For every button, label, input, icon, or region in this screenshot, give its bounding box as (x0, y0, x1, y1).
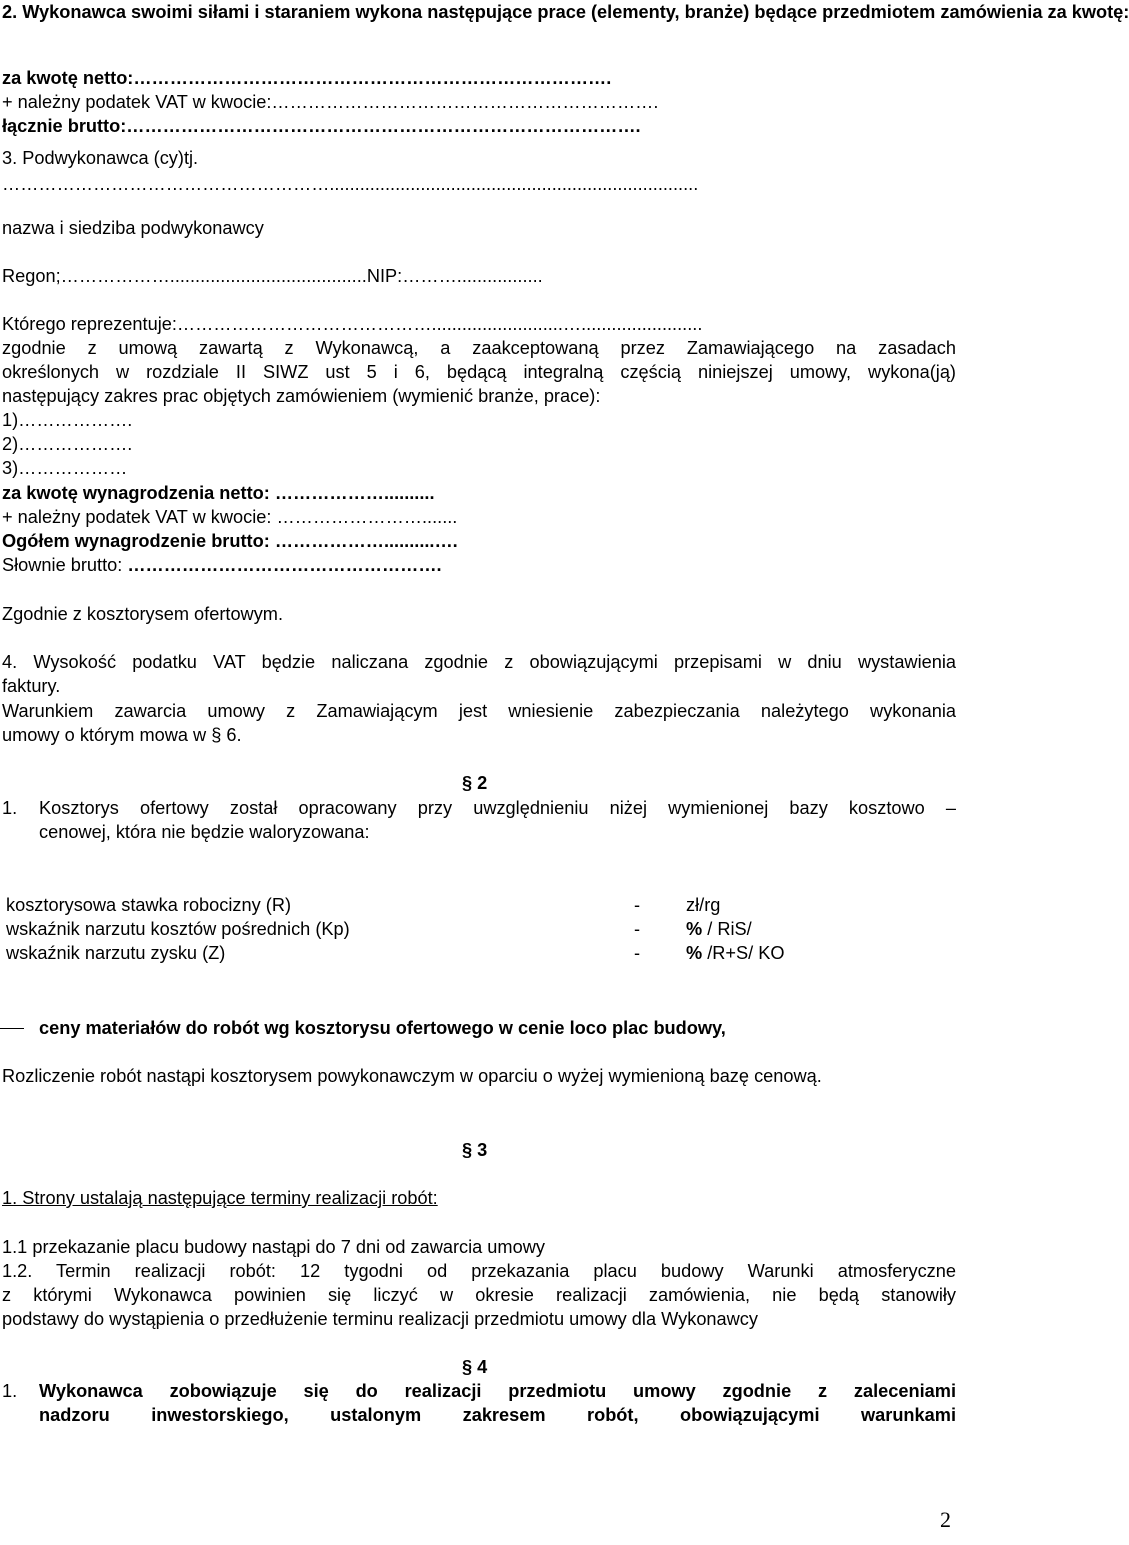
in-words-dots: ……………………………………………. (127, 555, 442, 575)
paragraph-3-point-1-2-line-2: z którymi Wykonawca powinien się liczyć w okresie realizacji zamówienia, nie będą stanowiły (2, 1285, 956, 1305)
paragraph-3-title: 1. Strony ustalają następujące terminy realizacji robót: (2, 1188, 438, 1208)
page-number: 2 (940, 1507, 951, 1532)
paragraph-3-point-1-2-line-1: 1.2. Termin realizacji robót: 12 tygodni od przekazania placu budowy Warunki atmosferyczne (2, 1261, 956, 1281)
rate-name: wskaźnik narzutu zysku (Z) (6, 943, 226, 963)
remuneration-gross-dots: ………………..........…. (274, 531, 458, 551)
paragraph-4-point-number: 1. (2, 1381, 18, 1401)
rate-unit: % /R+S/ KO (686, 943, 785, 963)
subcontractor-caption: nazwa i siedziba podwykonawcy (2, 218, 264, 238)
remuneration-net-label: za kwotę wynagrodzenia netto: (2, 483, 275, 503)
bullet-dash (0, 1028, 24, 1029)
remuneration-gross-line (2, 529, 458, 553)
remuneration-gross-label: Ogółem wynagrodzenie brutto: (2, 531, 275, 551)
remuneration-vat-dots: ……………………....... (276, 507, 458, 527)
rate-separator: - (634, 919, 641, 939)
rate-name: kosztorysowa stawka robocizny (R) (6, 895, 292, 915)
remuneration-vat-line (2, 505, 457, 529)
in-words-line (2, 553, 442, 577)
remuneration-vat-label: + należny podatek VAT w kwocie: (2, 507, 277, 527)
intro-heading: 2. Wykonawca swoimi siłami i staraniem wykona następujące prace (elementy, branże) będące przedmiotem zamówienia za kwotę: (2, 2, 1129, 22)
paragraph-3-point-1-1: 1.1 przekazanie placu budowy nastąpi do 7 dni od zawarcia umowy (2, 1237, 545, 1257)
rate-unit: % / RiS/ (686, 919, 752, 939)
settlement-line: Rozliczenie robót nastąpi kosztorysem powykonawczym w oparciu o wyżej wymienioną bazę cenową. (2, 1066, 822, 1086)
remuneration-net-line (2, 481, 435, 505)
paragraph-2-heading: § 2 (462, 773, 488, 793)
paragraph-3-point-1-2-line-3: podstawy do wystąpienia o przedłużenie terminu realizacji przedmiotu umowy dla Wykonawcy (2, 1309, 758, 1329)
agreement-line-2: określonych w rozdziale II SIWZ ust 5 i 6, będącą integralną częścią niniejszej umowy, wykona(ją) (2, 362, 956, 382)
paragraph-4-heading: § 4 (462, 1357, 488, 1377)
paragraph-2-text-2: cenowej, która nie będzie waloryzowana: (39, 822, 370, 842)
vat-amount-line: + należny podatek VAT w kwocie:………………………………………………………. (2, 92, 659, 112)
estimate-line: Zgodnie z kosztorysem ofertowym. (2, 604, 283, 624)
remuneration-net-dots: ……………….......... (274, 483, 435, 503)
paragraph-2-point-number: 1. (2, 798, 18, 818)
rate-separator: - (634, 895, 641, 915)
paragraph-2-text-1: Kosztorys ofertowy został opracowany przy uwzględnieniu niżej wymienionej bazy kosztowo – (39, 798, 956, 818)
security-line-2: umowy o którym mowa w § 6. (2, 725, 242, 745)
paragraph-4-text-2: nadzoru inwestorskiego, ustalonym zakresem robót, obowiązującymi warunkami (39, 1405, 956, 1425)
net-amount-line: za kwotę netto:……………………………………………………………………. (2, 68, 612, 88)
scope-item-1: 1)………………. (2, 410, 133, 430)
vat-rate-line-2: faktury. (2, 676, 61, 696)
gross-amount-line: łącznie brutto:…………………………………………………………………………. (2, 116, 641, 136)
paragraph-3-heading: § 3 (462, 1140, 488, 1160)
paragraph-4-text-1: Wykonawca zobowiązuje się do realizacji przedmiotu umowy zgodnie z zaleceniami (39, 1381, 956, 1401)
security-line-1: Warunkiem zawarcia umowy z Zamawiającym jest wniesienie zabezpieczania należytego wykonania (2, 701, 956, 721)
rate-unit: zł/rg (686, 895, 721, 915)
subcontractor-dots: ………………………………………………......................................................................... (2, 174, 699, 194)
subcontractor-line: 3. Podwykonawca (cy)tj. (2, 148, 199, 168)
scope-item-3: 3)……………… (2, 458, 128, 478)
representative-line: Którego reprezentuje:……………………………………..........................…........................ (2, 314, 703, 334)
scope-item-2: 2)………………. (2, 434, 133, 454)
vat-rate-line-1: 4. Wysokość podatku VAT będzie naliczana zgodnie z obowiązującymi przepisami w dniu wystawienia (2, 652, 956, 672)
regon-nip-line: Regon;……………….......................................NIP:………................. (2, 266, 543, 286)
rate-name: wskaźnik narzutu kosztów pośrednich (Kp) (6, 919, 350, 939)
in-words-label: Słownie brutto: (2, 555, 128, 575)
rate-separator: - (634, 943, 641, 963)
agreement-line-1: zgodnie z umową zawartą z Wykonawcą, a zaakceptowaną przez Zamawiającego na zasadach (2, 338, 956, 358)
materials-line: ceny materiałów do robót wg kosztorysu ofertowego w cenie loco plac budowy, (39, 1018, 726, 1038)
agreement-line-3: następujący zakres prac objętych zamówieniem (wymienić branże, prace): (2, 386, 601, 406)
